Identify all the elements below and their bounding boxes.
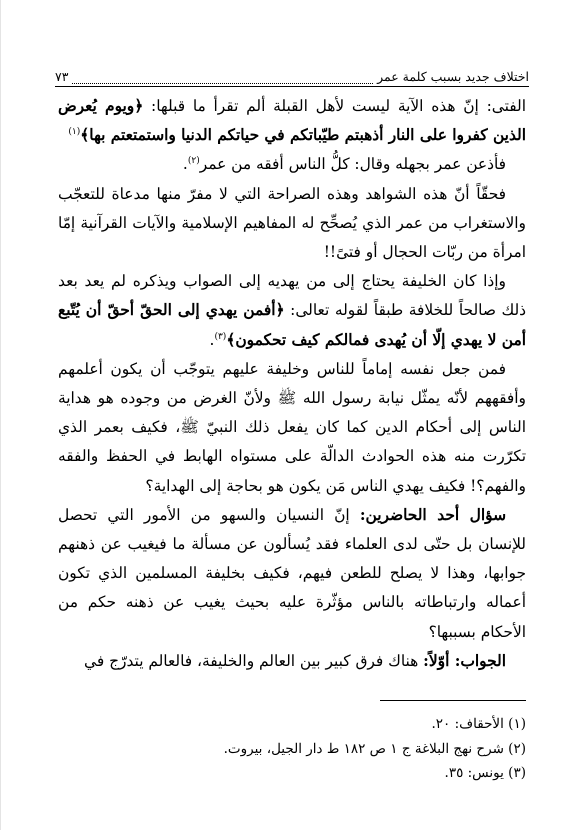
header-title: اختلاف جديد بسبب كلمة عمر (377, 69, 529, 84)
quran-quote: ﴿ويوم يُعرض الذين كفروا على النار أذهبتم طيّباتكم في حياتكم الدنيا واستمتعتم بها﴾ (58, 97, 526, 145)
footnote-3: (٣) يونس: ٣٥. (444, 765, 526, 781)
running-header (55, 60, 529, 87)
paragraph-text: وإذا كان الخليفة يحتاج إلى من يهديه إلى الصواب ويذكره لم يعد بعد ذلك صالحاً للخلافة طبقاً لقوله تعالى: (58, 272, 526, 320)
paragraph-lead: الجواب: أوّلاً: (423, 651, 506, 670)
footnotes (58, 712, 526, 786)
footnote-ref: (٢) (187, 156, 200, 167)
paragraph-2: فأذعن عمر بجهله وقال: كلُّ الناس أفقه من عمر$^{(٢)}$. (182, 155, 506, 174)
main-text (58, 92, 526, 676)
footnote-ref: (٣) (214, 331, 227, 342)
paragraph-7 (58, 647, 526, 676)
paragraph-3 (58, 180, 526, 268)
paragraph-6 (58, 501, 526, 647)
quran-quote: ﴿أفمن يهدي إلى الحقّ أحقّ أن يُتّبع أمن لا يهدي إلّا أن يُهدى فمالكم كيف تحكمون﴾ (58, 301, 526, 349)
paragraph-text: إنّ النسيان والسهو من الأمور التي تحصل للإنسان بل حتّى لدى العلماء فقد يُسألون عن مسألة ما فيغيب عن ذهنهم جوابها، وهذا لا يصلح للطعن فيهم، فكيف بخليفة المسلمين الذي تكون أعماله وارتباطاته بالناس مؤثّرة عليه بحيث يغيب عن ذهنه حكم من الأحكام بسببها؟ (58, 505, 526, 641)
paragraph-1 (58, 92, 526, 150)
page-number: ٧٣ (55, 69, 69, 84)
header-leader-dots (72, 75, 373, 84)
footnote-ref: (١) (68, 127, 81, 138)
paragraph-text: هناك فرق كبير بين العالم والخليفة، فالعالم يتدرّج في (84, 651, 424, 670)
paragraph-lead: سؤال أحد الحاضرين: (359, 505, 506, 524)
paragraph-text: فأذعن عمر بجهله وقال: كلُّ الناس أفقه من عمر (199, 155, 506, 174)
paragraph-text: الفتى: إنّ هذه الآية ليست لأهل القبلة ألم تقرأ ما قبلها: (143, 97, 526, 115)
footnote-divider (380, 700, 526, 701)
footnote-1: (١) الأحقاف: ٢٠. (431, 716, 526, 732)
paragraph-4: وإذا كان الخليفة يحتاج إلى من يهديه إلى الصواب ويذكره لم يعد بعد ذلك صالحاً للخلافة طبقاً لقوله تعالى: ﴿أفمن يهدي إلى الحقّ أحقّ أن يُتّبع أمن لا يهدي إلّا أن يُهدى فمالكم كيف تحكمون﴾$^{(٣)}$. (58, 272, 526, 349)
paragraph-text: فمن جعل نفسه إماماً للناس وخليفة عليهم يتوجّب أن يكون أعلمهم وأفقههم لأنّه يمثّل نيابة رسول الله ﷺ ولأنّ الغرض من وجوده هو هداية الناس إلى أحكام الدين كما كان يفعل ذلك النبيّ ﷺ، فكيف بعمر الذي تكرّرت منه هذه الحوادث الدالّة على مستواه الهابط في الحفظ والفقه والفهم؟! فكيف يهدي الناس مَن يكون هو بحاجة إلى الهداية؟ (58, 359, 526, 495)
paragraph-text: فحقّاً أنّ هذه الشواهد وهذه الصراحة التي لا مفرّ منها مدعاة للتعجّب والاستغراب من عمر الذي يُصحِّح له المفاهيم الإسلامية والآيات القرآنية إمّا امرأة من ربّات الحجال أو فتىً!! (58, 184, 526, 262)
footnote-2: (٢) شرح نهج البلاغة ج ١ ص ١٨٢ ط دار الجيل، بيروت. (223, 740, 526, 757)
paragraph-5 (58, 355, 526, 501)
